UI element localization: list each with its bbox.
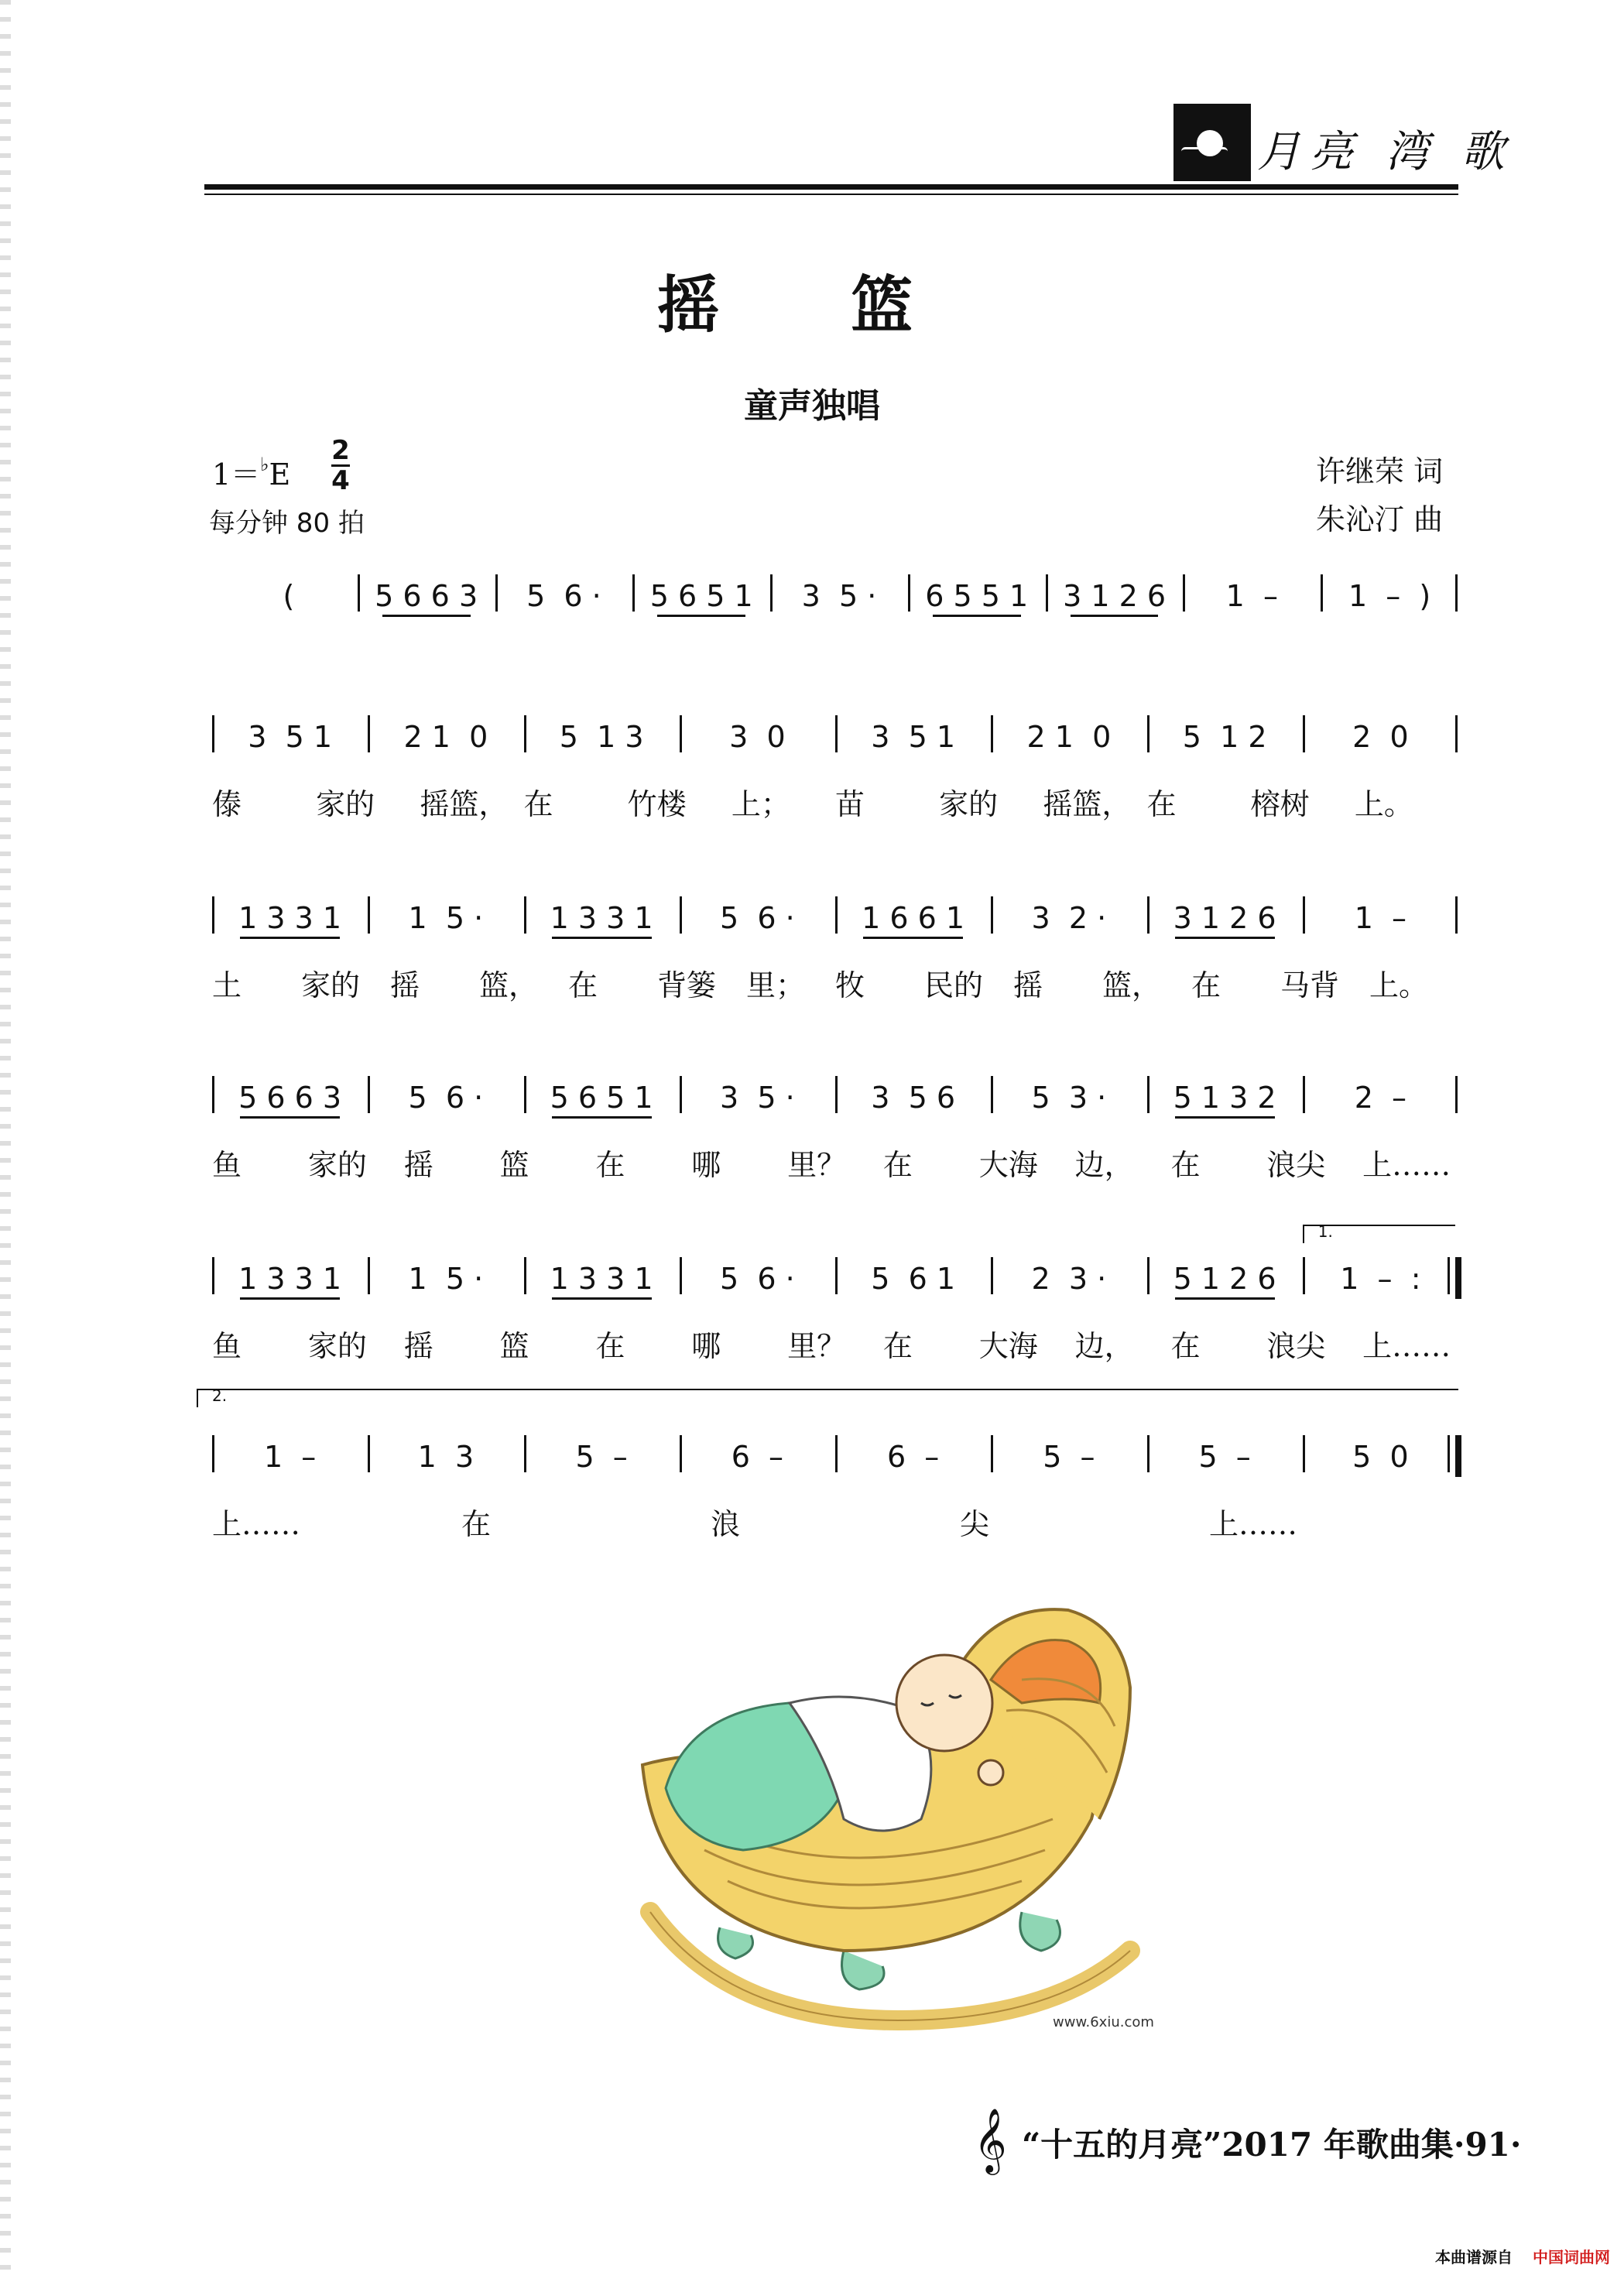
barline bbox=[212, 1435, 214, 1472]
measure: 5 – bbox=[1198, 1440, 1251, 1474]
barline bbox=[835, 1257, 838, 1294]
measure: 2 1 0 bbox=[1026, 720, 1112, 754]
lyric-word: 鱼 bbox=[212, 1148, 242, 1182]
lyric-word: 在 bbox=[1170, 1329, 1201, 1363]
beam bbox=[240, 937, 340, 939]
barline bbox=[680, 1435, 682, 1472]
measure: 1 5 · bbox=[408, 901, 484, 935]
barline bbox=[212, 1257, 214, 1294]
barline bbox=[524, 715, 526, 752]
measure: 2 – bbox=[1354, 1081, 1407, 1115]
end-barline bbox=[1455, 715, 1458, 752]
header-rule-thin bbox=[204, 194, 1458, 195]
beam bbox=[552, 937, 652, 939]
lyric-word: 上； bbox=[731, 787, 790, 821]
lyric-word: 上。 bbox=[1369, 968, 1429, 1002]
lyric-word: 大海 bbox=[978, 1329, 1038, 1363]
lyric-word: 摇 bbox=[390, 968, 420, 1002]
image-watermark: www.6xiu.com bbox=[1053, 2014, 1154, 2030]
barline bbox=[368, 896, 370, 934]
time-top: 2 bbox=[331, 435, 350, 466]
lyric-word: 摇 bbox=[1013, 968, 1043, 1002]
barline bbox=[680, 1076, 682, 1113]
lyric-word: 摇篮， bbox=[1043, 787, 1132, 821]
end-barline bbox=[1455, 574, 1458, 612]
lyric-word: 边， bbox=[1074, 1329, 1134, 1363]
barline bbox=[1147, 1435, 1149, 1472]
barline bbox=[1147, 896, 1149, 934]
barline bbox=[1147, 715, 1149, 752]
lyric-word: 篮 bbox=[499, 1148, 529, 1182]
measure: ( bbox=[283, 579, 295, 613]
source-label: 本曲谱源自 bbox=[1435, 2248, 1513, 2267]
beam bbox=[382, 615, 471, 617]
lyricist-credit: 许继荣 词 bbox=[1316, 454, 1444, 488]
lyric-word: 上。 bbox=[1354, 787, 1413, 821]
decorative-strip bbox=[0, 0, 11, 2282]
barline bbox=[991, 1435, 993, 1472]
measure: 3 5 · bbox=[720, 1081, 795, 1115]
cradle-illustration bbox=[588, 1587, 1146, 2036]
measure: 2 0 bbox=[1352, 720, 1409, 754]
barline bbox=[1303, 1076, 1305, 1113]
lyric-word: 上…… bbox=[1209, 1507, 1298, 1541]
barline bbox=[632, 574, 635, 612]
barline bbox=[1046, 574, 1048, 612]
volta-bracket: 1. bbox=[1303, 1225, 1455, 1243]
beam bbox=[1175, 1297, 1275, 1300]
measure: 2 3 · bbox=[1031, 1262, 1107, 1296]
end-barline bbox=[1455, 1435, 1461, 1477]
measure: 5 6 · bbox=[720, 901, 795, 935]
end-barline bbox=[1455, 1076, 1458, 1113]
beam bbox=[240, 1116, 340, 1119]
lyric-word: 牧 bbox=[835, 968, 865, 1002]
barline bbox=[835, 715, 838, 752]
barline bbox=[212, 715, 214, 752]
measure: 5 6 6 3 bbox=[238, 1081, 342, 1115]
measure: 1 – bbox=[1225, 579, 1278, 613]
beam bbox=[1071, 615, 1159, 617]
measure: 1 3 bbox=[417, 1440, 475, 1474]
lyric-word: 在 bbox=[595, 1148, 625, 1182]
measure: 5 1 3 bbox=[559, 720, 644, 754]
barline bbox=[358, 574, 360, 612]
lyric-word: 摇 bbox=[403, 1329, 433, 1363]
measure: 1 – : bbox=[1340, 1262, 1421, 1296]
measure: 1 – bbox=[1354, 901, 1407, 935]
brand-text: 月亮 湾 歌 bbox=[1257, 127, 1514, 177]
barline bbox=[680, 715, 682, 752]
measure: 5 6 5 1 bbox=[550, 1081, 653, 1115]
lyric-word: 边， bbox=[1074, 1148, 1134, 1182]
lyric-word: 在 bbox=[1170, 1148, 1201, 1182]
measure: 1 5 · bbox=[408, 1262, 484, 1296]
measure: 3 0 bbox=[729, 720, 786, 754]
lyric-word: 民的 bbox=[924, 968, 984, 1002]
barline bbox=[991, 896, 993, 934]
lyric-word: 在 bbox=[882, 1329, 913, 1363]
barline bbox=[1303, 1435, 1305, 1472]
barline bbox=[368, 1257, 370, 1294]
lyric-word: 摇 bbox=[403, 1148, 433, 1182]
tempo-marking: 每分钟 80 拍 bbox=[209, 508, 365, 539]
measure: 5 1 2 6 bbox=[1173, 1262, 1276, 1296]
lyric-word: 里； bbox=[746, 968, 806, 1002]
book-footer: “十五的月亮”2017 年歌曲集·91· bbox=[1022, 2126, 1522, 2164]
lyric-word: 里？ bbox=[787, 1329, 847, 1363]
measure: 6 5 5 1 bbox=[925, 579, 1029, 613]
lyric-word: 上…… bbox=[1362, 1329, 1451, 1363]
beam bbox=[657, 615, 745, 617]
measure: 6 – bbox=[731, 1440, 784, 1474]
beam bbox=[552, 1116, 652, 1119]
lyric-word: 在 bbox=[461, 1507, 492, 1541]
beam bbox=[240, 1297, 340, 1300]
treble-clef-icon: 𝄞 bbox=[974, 2107, 1007, 2172]
measure: 3 5 · bbox=[801, 579, 877, 613]
lyric-word: 竹楼 bbox=[627, 787, 687, 821]
measure: 5 6 · bbox=[720, 1262, 795, 1296]
composer-credit: 朱沁汀 曲 bbox=[1316, 502, 1444, 536]
barline bbox=[1183, 574, 1185, 612]
measure: 3 1 2 6 bbox=[1173, 901, 1276, 935]
barline bbox=[680, 896, 682, 934]
beam bbox=[1175, 937, 1275, 939]
measure: 3 5 1 bbox=[871, 720, 956, 754]
measure: 1 6 6 1 bbox=[862, 901, 965, 935]
barline bbox=[991, 1257, 993, 1294]
barline bbox=[908, 574, 910, 612]
lyric-word: 尖 bbox=[960, 1507, 990, 1541]
time-signature bbox=[331, 435, 350, 496]
barline bbox=[991, 715, 993, 752]
key-signature bbox=[212, 451, 290, 493]
barline bbox=[1147, 1076, 1149, 1113]
lyric-word: 土 bbox=[212, 968, 242, 1002]
lyric-word: 上…… bbox=[212, 1507, 301, 1541]
key-note: E bbox=[269, 457, 291, 492]
lyric-word: 大海 bbox=[978, 1148, 1038, 1182]
measure: 5 0 bbox=[1352, 1440, 1409, 1474]
lyric-word: 家的 bbox=[307, 1148, 367, 1182]
measure: 5 – bbox=[575, 1440, 628, 1474]
measure: 5 3 · bbox=[1031, 1081, 1107, 1115]
beam bbox=[1175, 1116, 1275, 1119]
measure: 5 6 6 3 bbox=[375, 579, 478, 613]
measure: 3 5 1 bbox=[248, 720, 333, 754]
measure: 5 1 2 bbox=[1182, 720, 1267, 754]
lyric-word: 浪尖 bbox=[1266, 1148, 1326, 1182]
lyric-word: 背篓 bbox=[657, 968, 717, 1002]
lyric-word: 在 bbox=[1146, 787, 1177, 821]
measure: 5 – bbox=[1043, 1440, 1095, 1474]
song-title: 摇篮 bbox=[657, 269, 1044, 341]
barline bbox=[770, 574, 773, 612]
end-barline bbox=[1455, 1257, 1461, 1299]
lyric-word: 家的 bbox=[316, 787, 375, 821]
barline bbox=[368, 1435, 370, 1472]
barline bbox=[680, 1257, 682, 1294]
lyric-word: 浪尖 bbox=[1266, 1329, 1326, 1363]
measure: 1 – ) bbox=[1348, 579, 1431, 613]
measure: 1 – bbox=[263, 1440, 317, 1474]
song-subtitle: 童声独唱 bbox=[744, 386, 880, 426]
measure: 2 1 0 bbox=[403, 720, 488, 754]
barline bbox=[524, 1435, 526, 1472]
barline bbox=[368, 715, 370, 752]
measure: 5 6 5 1 bbox=[649, 579, 753, 613]
barline bbox=[212, 896, 214, 934]
end-barline-thin bbox=[1448, 1435, 1450, 1472]
barline bbox=[368, 1076, 370, 1113]
barline bbox=[524, 896, 526, 934]
measure: 1 3 3 1 bbox=[550, 901, 653, 935]
measure: 6 – bbox=[886, 1440, 940, 1474]
end-barline-thin bbox=[1448, 1257, 1450, 1294]
lyric-word: 浪 bbox=[711, 1507, 741, 1541]
measure: 3 2 · bbox=[1031, 901, 1107, 935]
header-rule bbox=[204, 184, 1458, 190]
key-prefix: 1＝ bbox=[212, 457, 261, 492]
lyric-word: 篮， bbox=[1102, 968, 1162, 1002]
lyric-word: 哪 bbox=[691, 1148, 721, 1182]
volta-bracket: 2. bbox=[197, 1389, 1458, 1407]
lyric-word: 在 bbox=[568, 968, 598, 1002]
barline bbox=[1303, 1257, 1305, 1294]
barline bbox=[991, 1076, 993, 1113]
lyric-word: 在 bbox=[882, 1148, 913, 1182]
barline bbox=[524, 1257, 526, 1294]
barline bbox=[524, 1076, 526, 1113]
lyric-word: 里？ bbox=[787, 1148, 847, 1182]
lyric-word: 哪 bbox=[691, 1329, 721, 1363]
lyric-word: 家的 bbox=[301, 968, 361, 1002]
lyric-word: 家的 bbox=[307, 1329, 367, 1363]
beam bbox=[863, 937, 963, 939]
lyric-word: 在 bbox=[1191, 968, 1221, 1002]
barline bbox=[835, 896, 838, 934]
lyric-word: 篮 bbox=[499, 1329, 529, 1363]
barline bbox=[212, 1076, 214, 1113]
barline bbox=[495, 574, 498, 612]
source-site-link[interactable]: 中国词曲网 bbox=[1533, 2248, 1610, 2267]
barline bbox=[1147, 1257, 1149, 1294]
lyric-word: 在 bbox=[523, 787, 553, 821]
time-bottom: 4 bbox=[331, 465, 350, 496]
measure: 5 1 3 2 bbox=[1173, 1081, 1276, 1115]
measure: 1 3 3 1 bbox=[238, 1262, 342, 1296]
lyric-word: 摇篮， bbox=[420, 787, 509, 821]
measure: 3 5 6 bbox=[871, 1081, 956, 1115]
end-barline bbox=[1455, 896, 1458, 934]
measure: 5 6 1 bbox=[871, 1262, 956, 1296]
lyric-word: 傣 bbox=[212, 787, 242, 821]
lyric-word: 在 bbox=[595, 1329, 625, 1363]
measure: 1 3 3 1 bbox=[238, 901, 342, 935]
barline bbox=[1303, 896, 1305, 934]
lyric-word: 榕树 bbox=[1250, 787, 1310, 821]
flat-sign: ♭ bbox=[260, 454, 269, 475]
measure: 3 1 2 6 bbox=[1063, 579, 1167, 613]
barline bbox=[1303, 715, 1305, 752]
barline bbox=[835, 1435, 838, 1472]
cloud-icon bbox=[1181, 147, 1228, 156]
measure: 5 6 · bbox=[526, 579, 601, 613]
beam bbox=[552, 1297, 652, 1300]
lyric-word: 马背 bbox=[1280, 968, 1340, 1002]
barline bbox=[835, 1076, 838, 1113]
lyric-word: 鱼 bbox=[212, 1329, 242, 1363]
lyric-word: 上…… bbox=[1362, 1148, 1451, 1182]
lyric-word: 苗 bbox=[835, 787, 865, 821]
lyric-word: 篮， bbox=[479, 968, 539, 1002]
measure: 5 6 · bbox=[408, 1081, 484, 1115]
lyric-word: 家的 bbox=[939, 787, 999, 821]
barline bbox=[1321, 574, 1323, 612]
measure: 1 3 3 1 bbox=[550, 1262, 653, 1296]
beam bbox=[933, 615, 1021, 617]
